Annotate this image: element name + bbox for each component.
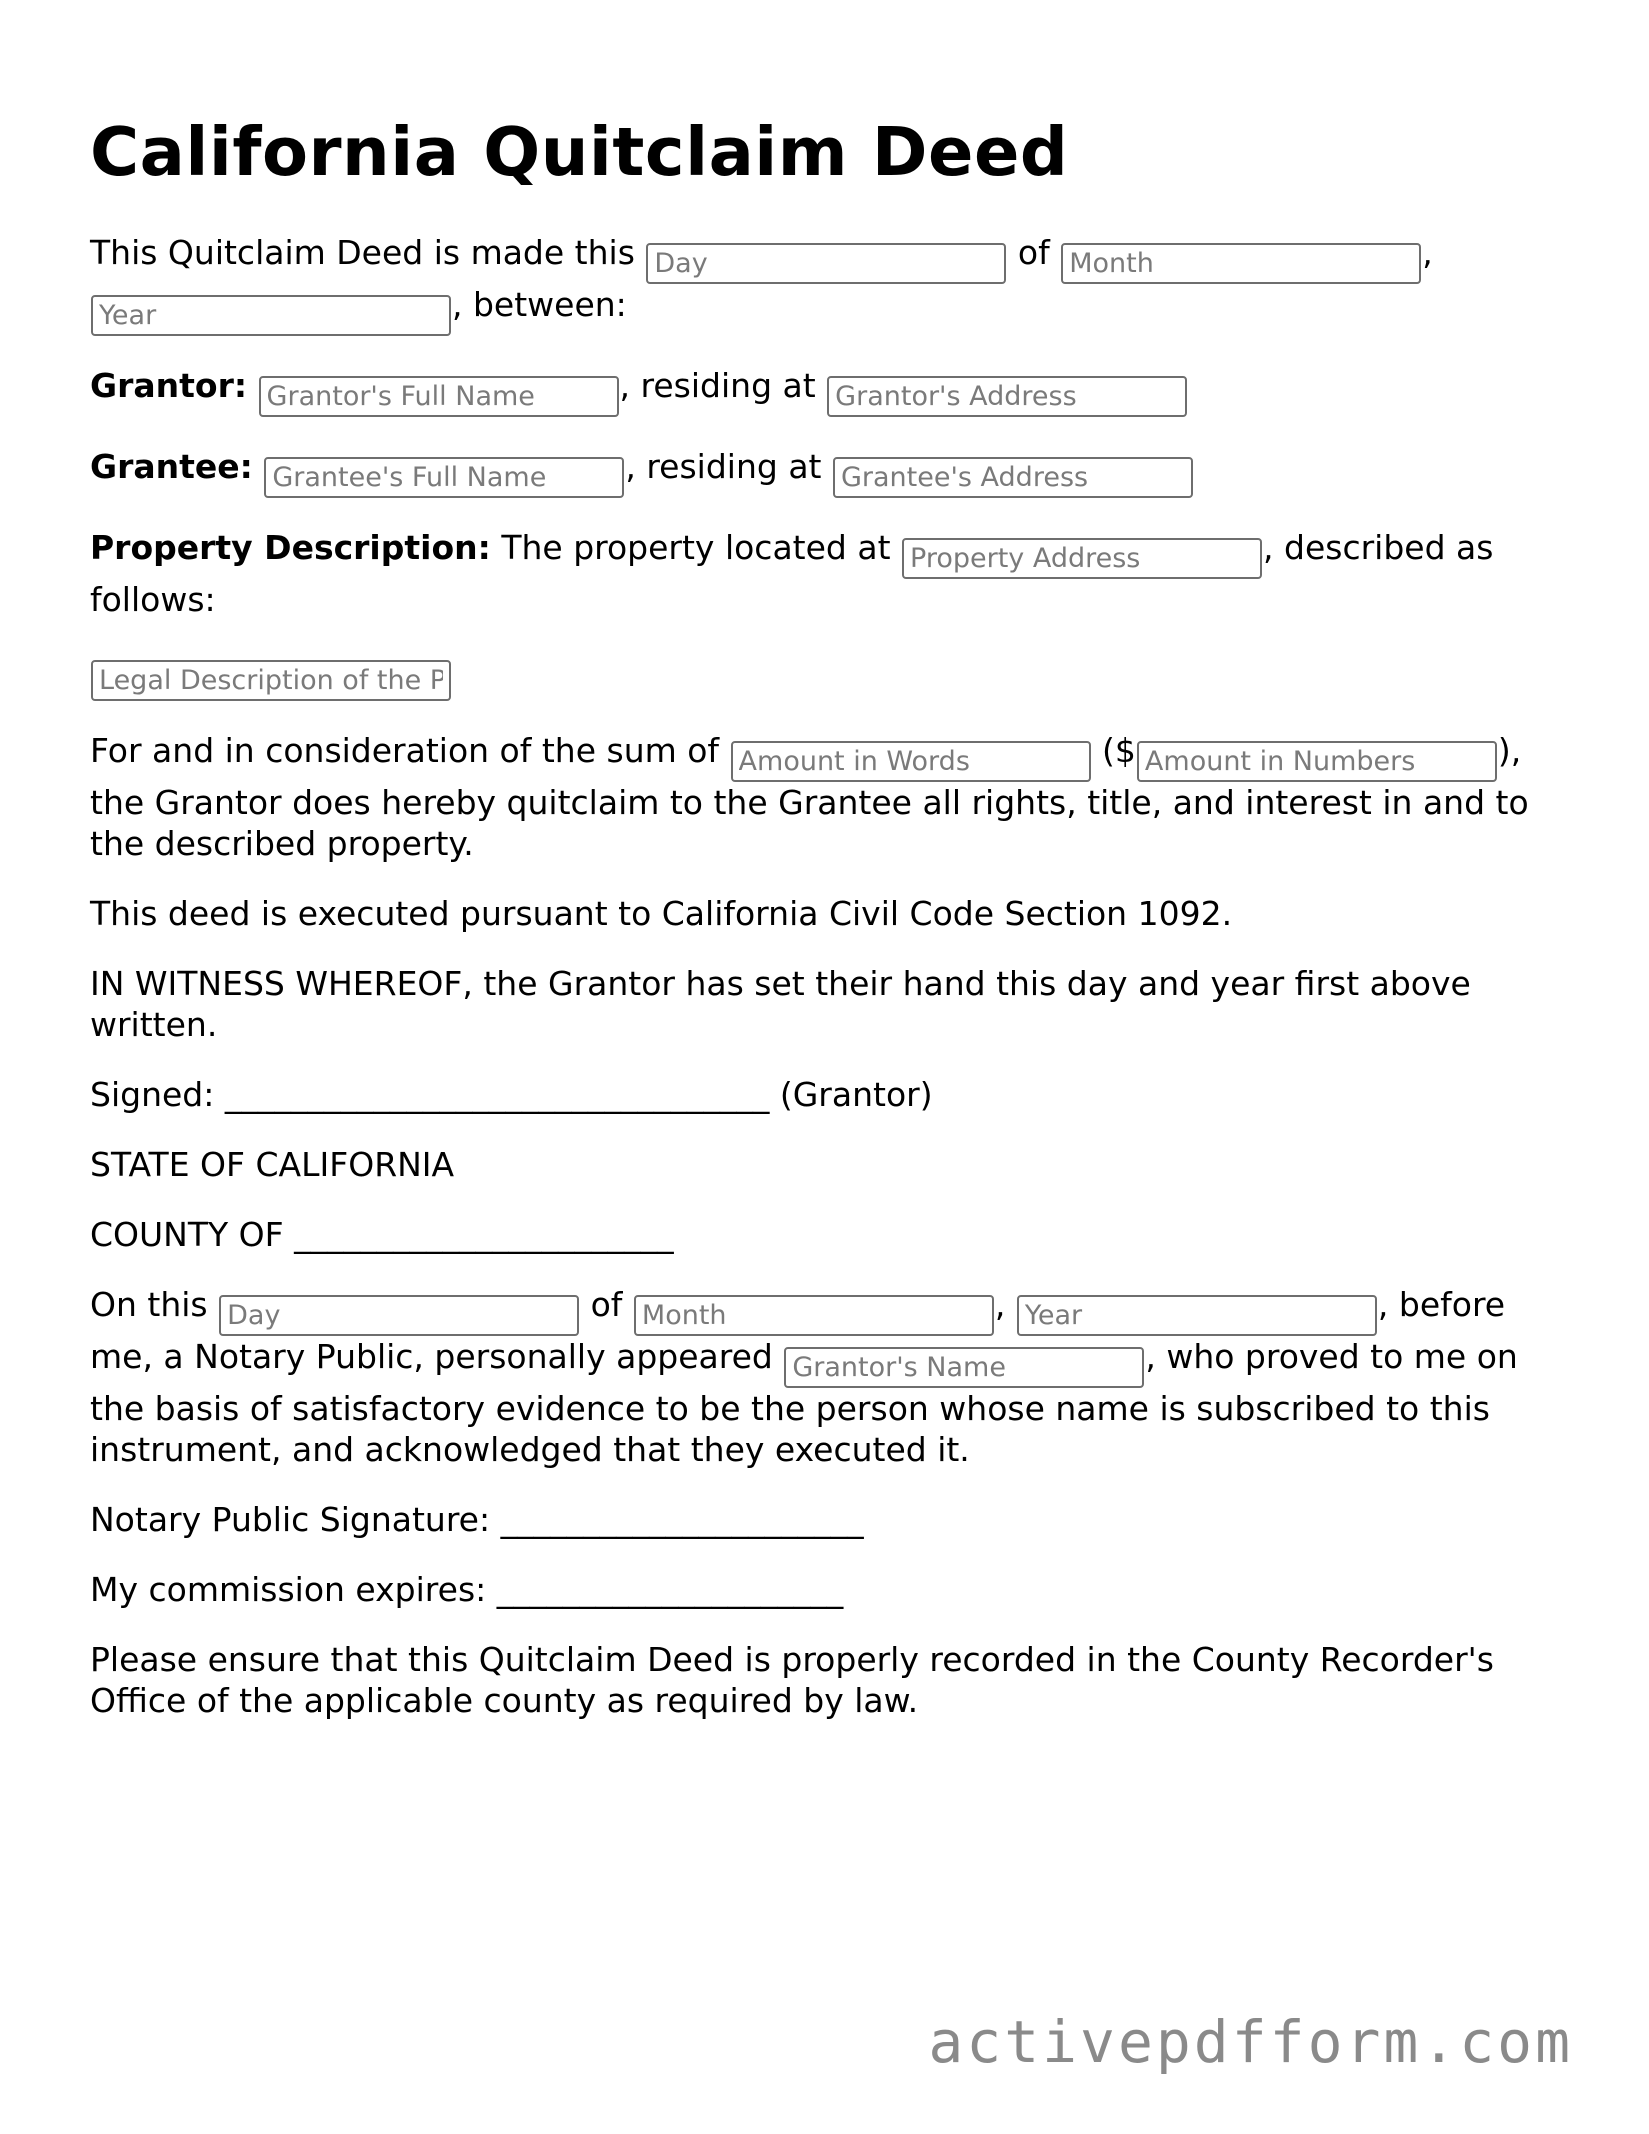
recording-note: Please ensure that this Quitclaim Deed is properly recorded in the County Recorder's Office of the applicable county as required by law. [90, 1640, 1494, 1720]
notary-day-input[interactable] [219, 1295, 579, 1336]
legal-description-input[interactable] [91, 660, 451, 701]
consideration-prefix: For and in consideration of the sum of [90, 731, 720, 770]
consideration-mid: ($ [1102, 731, 1136, 770]
amount-words-input[interactable] [731, 741, 1091, 782]
notary-year-input[interactable] [1017, 1295, 1377, 1336]
notary-signature-paragraph [90, 1499, 1560, 1540]
grantor-address-input[interactable] [827, 376, 1187, 417]
property-text: The property located at [501, 528, 891, 567]
property-label: Property Description: [90, 528, 491, 567]
signed-paragraph [90, 1074, 1560, 1115]
witness-paragraph: IN WITNESS WHEREOF, the Grantor has set their hand this day and year first above written. [90, 964, 1471, 1044]
grantor-signature-line: _________________________________ [224, 1075, 770, 1114]
notary-grantor-name-input[interactable] [784, 1347, 1144, 1388]
property-suffix: , described as follows: [90, 528, 1494, 619]
grantor-residing: , residing at [619, 366, 816, 405]
county-paragraph [90, 1214, 1560, 1255]
notary-comma: , [994, 1285, 1006, 1324]
grantee-paragraph [90, 446, 1560, 498]
grantor-label: Grantor: [90, 366, 248, 405]
state-paragraph: STATE OF CALIFORNIA [90, 1145, 455, 1184]
intro-year-input[interactable] [91, 295, 451, 336]
property-paragraph [90, 527, 1560, 620]
statute-paragraph: This deed is executed pursuant to California Civil Code Section 1092. [90, 894, 1233, 933]
commission-label: My commission expires: [90, 1570, 487, 1609]
signed-label: Signed: [90, 1075, 215, 1114]
brand-watermark: activepdfform.com [928, 2008, 1573, 2076]
intro-paragraph [90, 232, 1560, 336]
commission-line: _____________________ [496, 1570, 844, 1609]
notary-prefix: On this [90, 1285, 208, 1324]
notary-before: , before me, a Notary Public, personally appeared [90, 1285, 1506, 1376]
intro-suffix: , between: [452, 285, 627, 324]
deed-body [90, 232, 1560, 1750]
grantor-paragraph [90, 365, 1560, 417]
intro-comma: , [1422, 233, 1433, 272]
notary-signature-line: ______________________ [500, 1500, 864, 1539]
notary-signature-label: Notary Public Signature: [90, 1500, 491, 1539]
grantor-name-input[interactable] [259, 376, 619, 417]
county-line: _______________________ [294, 1215, 674, 1254]
commission-paragraph [90, 1569, 1560, 1610]
grantee-address-input[interactable] [833, 457, 1193, 498]
intro-of: of [1017, 233, 1050, 272]
amount-numbers-input[interactable] [1137, 741, 1497, 782]
notary-ack-paragraph [90, 1284, 1560, 1470]
intro-day-input[interactable] [646, 243, 1006, 284]
consideration-paragraph [90, 730, 1560, 864]
notary-month-input[interactable] [634, 1295, 994, 1336]
grantee-label: Grantee: [90, 447, 253, 486]
signed-suffix: (Grantor) [779, 1075, 933, 1114]
intro-month-input[interactable] [1061, 243, 1421, 284]
notary-suffix: , who proved to me on the basis of satisfactory evidence to be the person whose name is subscribed to this instrument, and acknowledged that they executed it. [90, 1337, 1518, 1469]
intro-prefix: This Quitclaim Deed is made this [90, 233, 635, 272]
grantee-residing: , residing at [625, 447, 822, 486]
page-title: California Quitclaim Deed [90, 113, 1069, 191]
notary-of: of [590, 1285, 623, 1324]
property-address-input[interactable] [902, 538, 1262, 579]
county-label: COUNTY OF [90, 1215, 284, 1254]
consideration-suffix: ), the Grantor does hereby quitclaim to the Grantee all rights, title, and interest in and to the described property. [90, 731, 1529, 863]
grantee-name-input[interactable] [264, 457, 624, 498]
legal-description-paragraph [90, 649, 1560, 701]
